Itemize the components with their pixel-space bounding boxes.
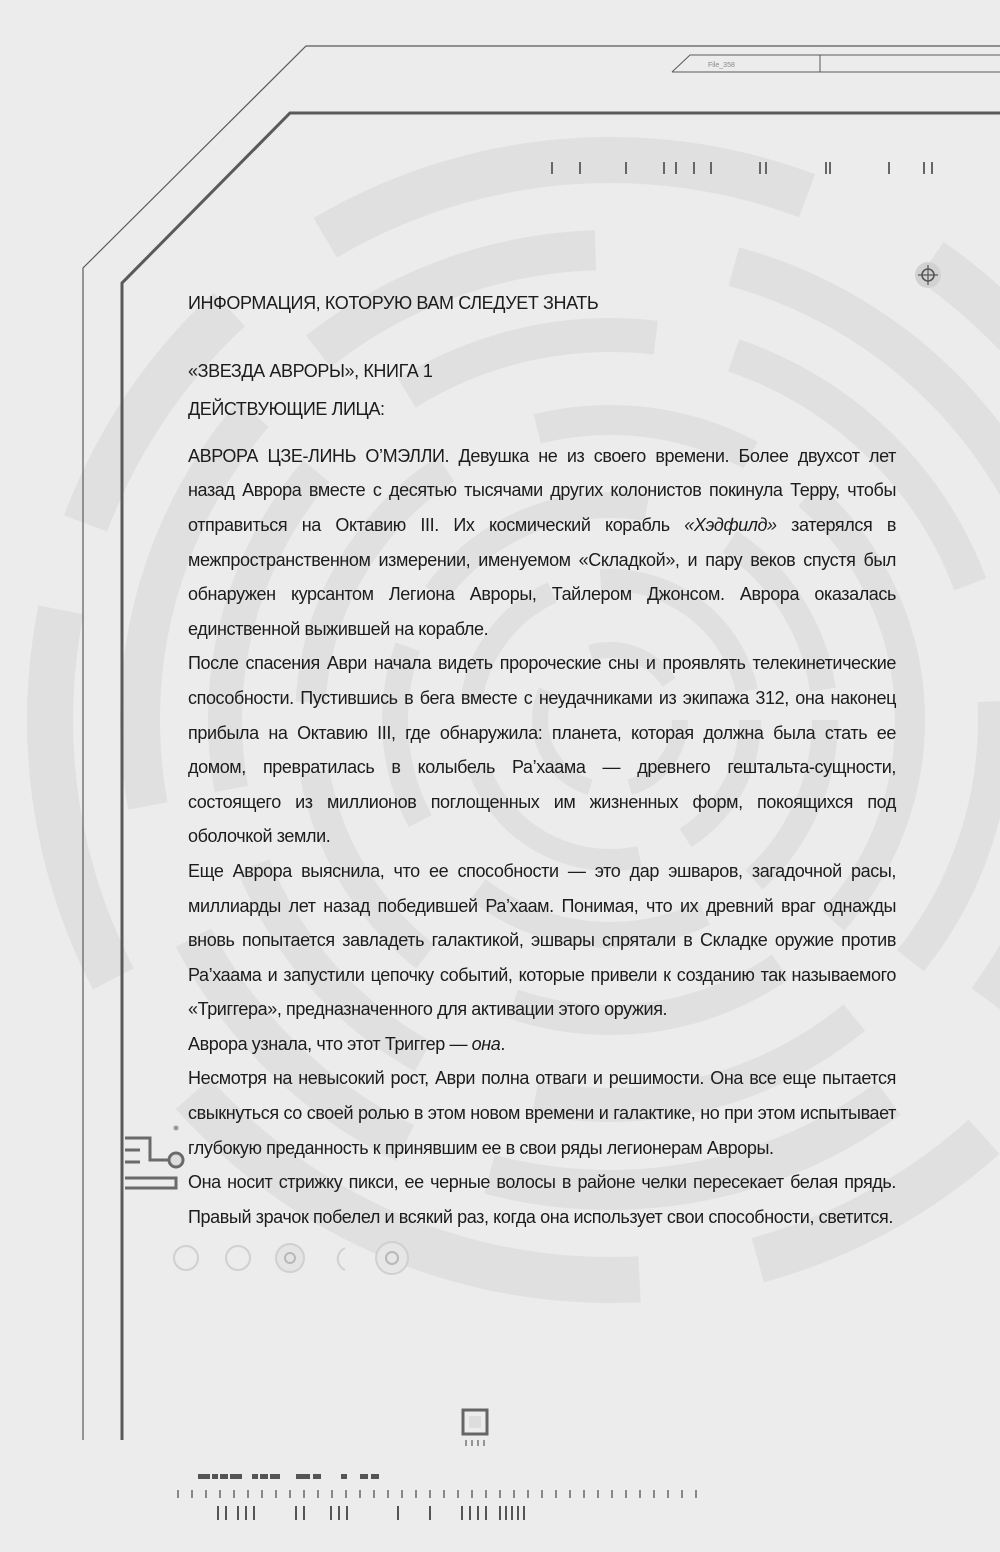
- barcode-decoration: [198, 1474, 379, 1479]
- document-body: [188, 286, 896, 1234]
- p4-emphasis: она: [471, 1033, 501, 1054]
- book-title: «ЗВЕЗДА АВРОРЫ», КНИГА 1: [188, 360, 433, 381]
- p4-text-b: .: [500, 1033, 506, 1054]
- paragraph-5: Несмотря на невысокий рост, Аври полна отваги и решимости. Она все еще пытается свыкнуться со своей ролью в этом новом времени и галактике, но при этом испытывает глубокую преданность к принявшим ее в свои ряды легионерам Авроры.: [188, 1068, 896, 1158]
- crosshair-icon: [915, 262, 941, 288]
- paragraph-4: [188, 1027, 896, 1062]
- circuit-glyph-icon: [125, 1126, 183, 1189]
- paragraph-3: Еще Аврора выяснила, что ее способности — это дар эшваров, загадочной расы, миллиарды лет назад победившей Ра’хаам. Понимая, что их древний враг однажды вновь попытается завладеть галактикой, эшвары спрятали в Складке оружие против Ра’хаама и запустили цепочку событий, которые привели к созданию так называемого «Триггера», предназначенного для активации этого оружия.: [188, 860, 896, 1020]
- character-intro-paragraph: [188, 439, 896, 647]
- intro-text-b: затерялся в межпространственном измерении, именуемом «Складкой», и пару веков спустя был обнаружен курсантом Легиона Авроры, Тайлером Джонсом. Аврора оказалась единственной выжившей на корабле.: [188, 514, 896, 639]
- file-label: File_358: [708, 62, 735, 69]
- square-icon: [463, 1410, 487, 1446]
- intro-text-a: Девушка не из своего времени. Более двухсот лет назад Аврора вместе с десятью тысячами других колонистов покинула Терру, чтобы отправиться на Октавию III. Их космический корабль: [188, 445, 897, 535]
- bottom-tick-marks: [218, 1506, 524, 1520]
- ship-name: «Хэдфилд»: [684, 514, 777, 535]
- character-name: АВРОРА ЦЗЕ-ЛИНЬ О’МЭЛЛИ.: [188, 445, 450, 466]
- paragraph-6: Она носит стрижку пикси, ее черные волосы в районе челки пересекает белая прядь. Правый зрачок побелел и всякий раз, когда она использует свои способности, светится.: [188, 1172, 896, 1227]
- characters-heading: ДЕЙСТВУЮЩИЕ ЛИЦА:: [188, 399, 385, 420]
- dotted-line-decoration: [178, 1490, 696, 1498]
- page-heading: ИНФОРМАЦИЯ, КОТОРУЮ ВАМ СЛЕДУЕТ ЗНАТЬ: [188, 293, 599, 313]
- paragraph-2: После спасения Аври начала видеть пророческие сны и проявлять телекинетические способности. Пустившись в бега вместе с неудачниками из экипажа 312, она наконец прибыла на Октавию III, где обнаружила: планета, которая должна была стать ее домом, превратилась в колыбель Ра’хаама — древнего гештальта-сущности, состоящего из миллионов поглощенных им жизненных форм, покоящихся под оболочкой земли.: [188, 653, 896, 847]
- p4-text-a: Аврора узнала, что этот Триггер —: [188, 1033, 472, 1054]
